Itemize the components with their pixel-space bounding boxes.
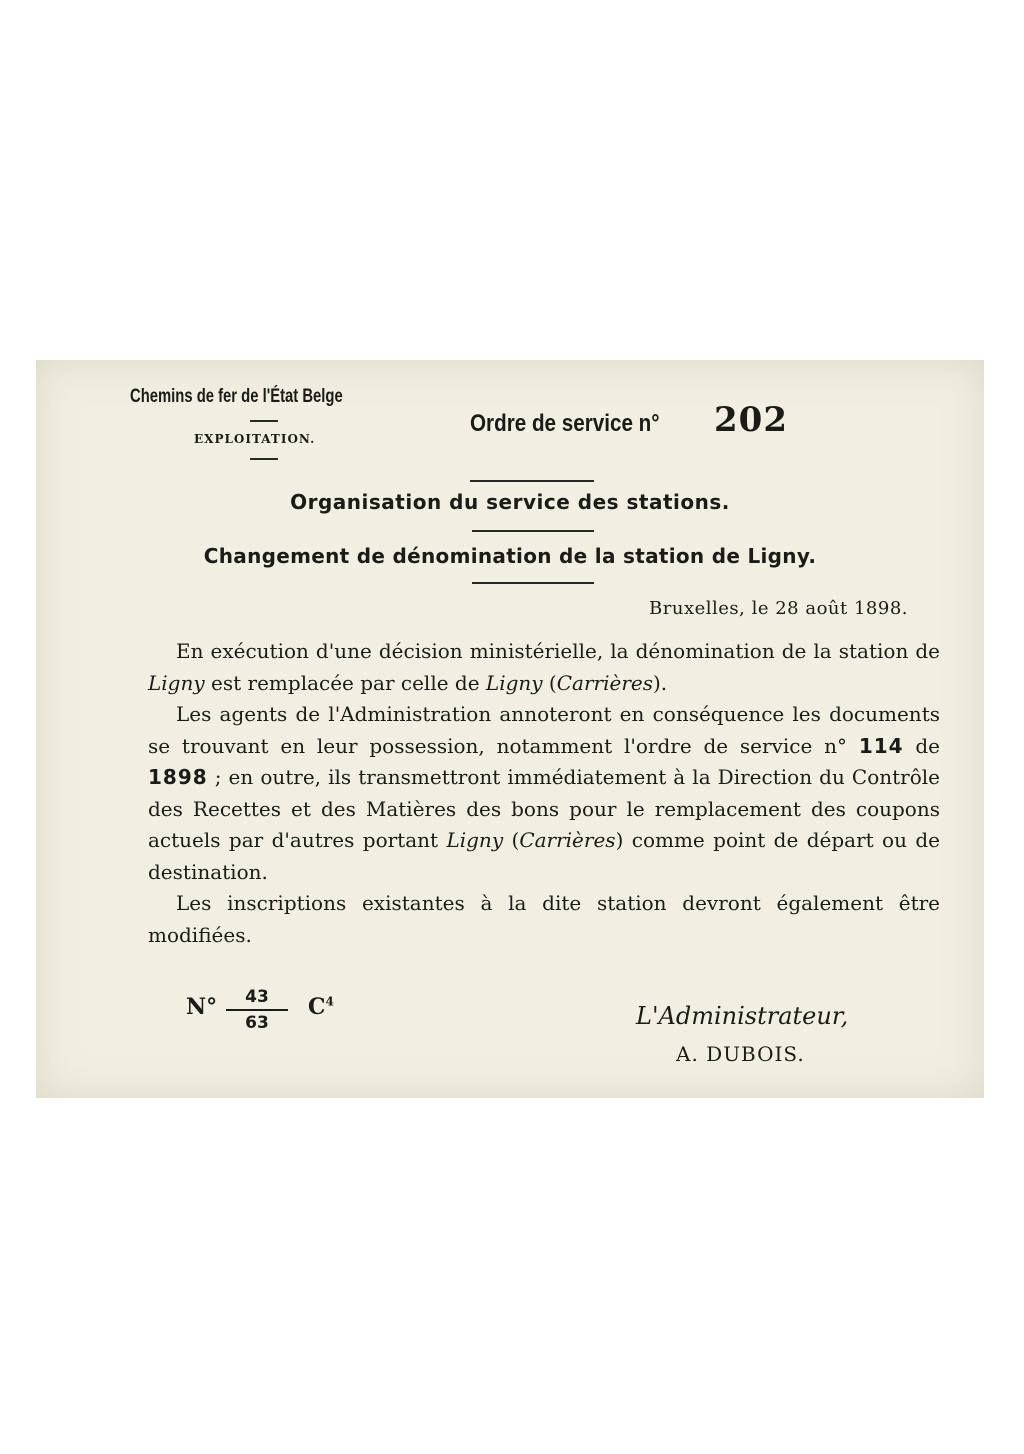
fraction-denominator: 63 [245,1013,269,1033]
station-qualifier: Carrières [519,828,616,852]
suffix-letter: C [308,994,326,1020]
organization-name: Chemins de fer de l'État Belge [130,386,343,407]
text-run: ( [503,828,520,852]
signatory-title: L'Administrateur, [636,1002,849,1030]
reference-year: 1898 [148,765,208,789]
reference-prefix: N° [186,994,218,1020]
department-label: EXPLOITATION. [194,432,316,446]
station-name: Ligny [148,670,205,695]
document-body [148,636,940,951]
station-name: Ligny [446,828,504,852]
paragraph [148,636,940,699]
text-run: Les agents de l'Administration annoteront en conséquence les documents se trouvant en leur possession, notamment l'ordre de service n° [148,702,940,758]
divider [472,530,594,532]
text-run: ) comme point de départ ou de destination. [148,828,940,884]
subject-title: Changement de dénomination de la station de Ligny. [203,544,817,568]
text-run: En exécution d'une décision ministérielle, la dénomination de la station de [176,639,940,663]
fraction-bar [226,1009,288,1011]
text-run: ( [542,670,557,695]
divider [470,480,594,482]
reference-fraction [226,986,288,1034]
reference-number: 114 [858,733,904,758]
text-run: de [903,733,941,758]
fraction-numerator: 43 [245,987,269,1007]
order-number: 202 [714,400,788,440]
suffix-superscript: 4 [325,994,334,1009]
station-name: Ligny [485,670,543,695]
signatory-name: A. DUBOIS. [676,1042,805,1066]
paragraph [148,699,940,888]
section-title: Organisation du service des stations. [290,490,730,514]
reference-suffix [308,994,334,1020]
date-line: Bruxelles, le 28 août 1898. [649,598,908,619]
text-run: ). [653,670,668,695]
divider [250,458,278,460]
text-run: est remplacée par celle de [204,670,486,695]
document-sheet [36,360,984,1098]
reference-code [186,987,334,1033]
divider [472,582,594,584]
paragraph: Les inscriptions existantes à la dite station devront également être modifiées. [148,891,940,947]
divider [250,420,278,422]
order-label: Ordre de service n° [470,410,660,437]
station-qualifier: Carrières [556,670,653,695]
text-run: ; en outre, ils transmettront immédiatement à la Direction du Contrôle des Recettes et des Matières des bons pour le remplacement des coupons actuels par d'autres portant [148,765,940,852]
